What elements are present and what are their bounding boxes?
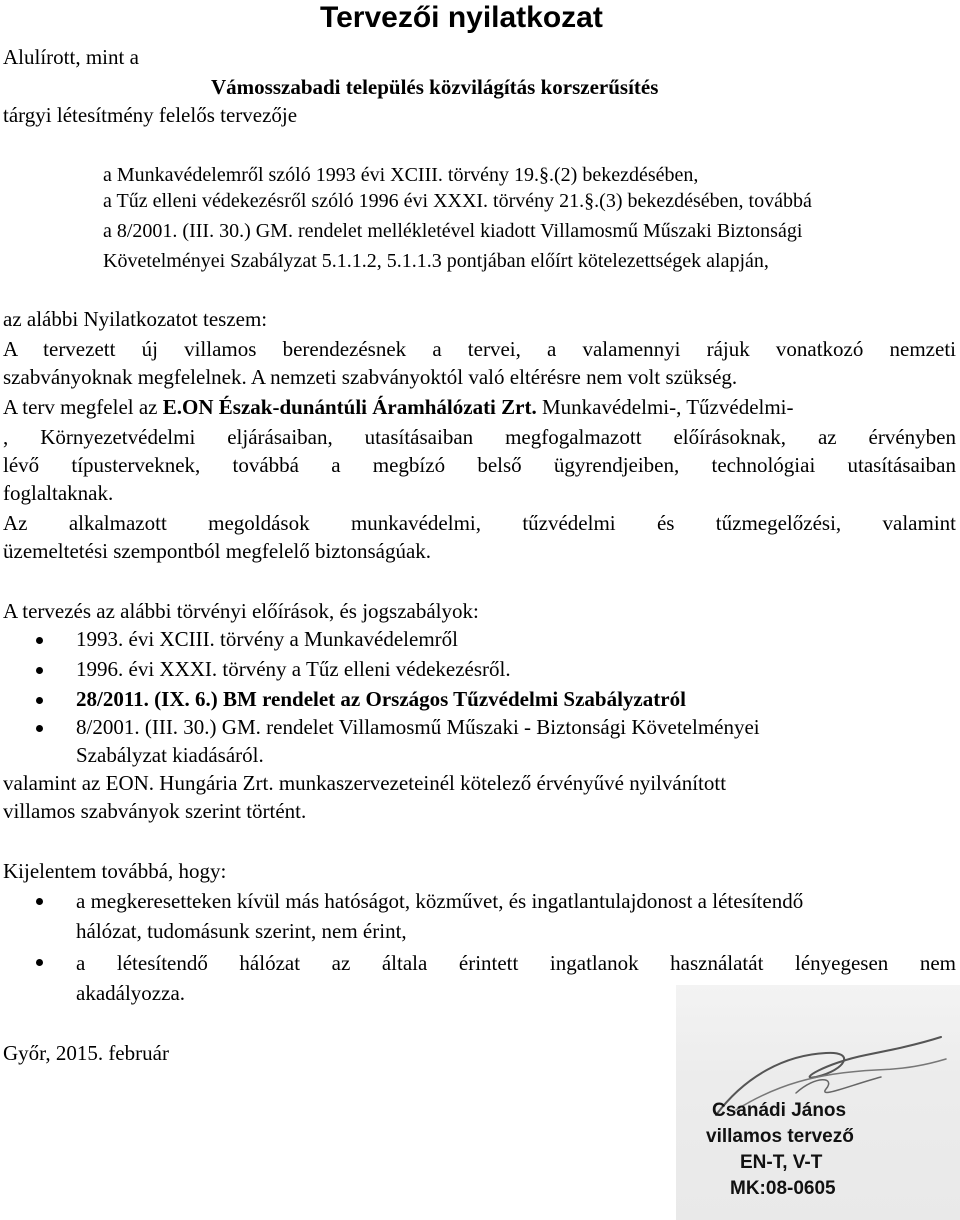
legal-basis-line: a Munkavédelemről szóló 1993 évi XCIII. törvény 19.§.(2) bekezdésében, — [103, 164, 699, 186]
signature-name: Csanádi János — [712, 1100, 847, 1121]
signature-role: villamos tervező — [706, 1126, 854, 1147]
legal-basis-line: Követelményei Szabályzat 5.1.1.2, 5.1.1.3 pontjában előírt kötelezettségek alapján, — [103, 250, 769, 272]
regulation-item: 8/2001. (III. 30.) GM. rendelet Villamosmű Műszaki - Biztonsági Követelményei — [76, 715, 760, 739]
place-date: Győr, 2015. február — [3, 1041, 169, 1065]
declaration-line — [76, 950, 956, 976]
legal-basis-line: a Tűz elleni védekezésről szóló 1996 évi XXXI. törvény 21.§.(3) bekezdésében, továbbá — [103, 190, 812, 212]
intro-line: Alulírott, mint a — [3, 45, 139, 69]
regulation-item-continuation: Szabályzat kiadásáról. — [76, 743, 264, 767]
statement-line: , Környezetvédelmi eljárásaiban, utasításaiban megfogalmazott előírásoknak, az érvényben — [3, 425, 956, 449]
declaration-line: hálózat, tudomásunk szerint, nem érint, — [76, 919, 407, 943]
company-name: E.ON Észak-dunántúli Áramhálózati Zrt. — [162, 395, 537, 419]
declaration-text: a létesítendő hálózat az általa érintett ingatlanok használatát lényegesen nem — [76, 951, 956, 975]
regulation-item: 28/2011. (IX. 6.) BM rendelet az Országos Tűzvédelmi Szabályzatról — [76, 687, 686, 711]
statement-prefix: A terv megfelel az — [3, 395, 163, 419]
legal-basis-line: a 8/2001. (III. 30.) GM. rendelet mellékletével kiadott Villamosmű Műszaki Biztonsági — [103, 220, 803, 242]
declaration-line: a megkeresetteken kívül más hatóságot, közművet, és ingatlantulajdonost a létesítendő — [76, 889, 804, 913]
bullet-icon — [36, 667, 43, 674]
declaration-intro: Kijelentem továbbá, hogy: — [3, 859, 227, 883]
statement-suffix: Munkavédelmi-, Tűzvédelmi- — [536, 395, 794, 419]
signature-license: EN-T, V-T — [740, 1152, 823, 1173]
page-title: Tervezői nyilatkozat — [320, 1, 603, 34]
regulation-item: 1993. évi XCIII. törvény a Munkavédelemről — [76, 627, 458, 651]
bullet-icon — [36, 725, 43, 732]
facility-name: Vámosszabadi település közvilágítás korszerűsítés — [211, 75, 659, 99]
statement-line: üzemeltetési szempontból megfelelő biztonságúak. — [3, 539, 432, 563]
regulation-item: 1996. évi XXXI. törvény a Tűz elleni védekezésről. — [76, 657, 511, 681]
regulations-outro: valamint az EON. Hungária Zrt. munkaszervezeteinél kötelező érvényűvé nyilvánított — [3, 771, 727, 795]
statement-line: A tervezett új villamos berendezésnek a tervei, a valamennyi rájuk vonatkozó nemzeti — [3, 337, 956, 361]
regulations-intro: A tervezés az alábbi törvényi előírások, és jogszabályok: — [3, 599, 479, 623]
declaration-line: akadályozza. — [76, 981, 186, 1005]
regulations-outro: villamos szabványok szerint történt. — [3, 799, 307, 823]
statement-line: foglaltaknak. — [3, 481, 114, 505]
statement-company-line — [3, 394, 794, 420]
signature-mk-number: MK:08-0605 — [730, 1178, 836, 1199]
bullet-icon — [36, 637, 43, 644]
bullet-icon — [36, 697, 43, 704]
bullet-icon — [36, 898, 43, 905]
statement-line: lévő típusterveknek, továbbá a megbízó belső ügyrendjeiben, technológiai utasításaiban — [3, 453, 956, 477]
bullet-icon — [36, 959, 43, 966]
statement-line: szabványoknak megfelelnek. A nemzeti szabványoktól való eltérésre nem volt szükség. — [3, 365, 738, 389]
signature-block — [676, 985, 960, 1220]
statement-line: Az alkalmazott megoldások munkavédelmi, tűzvédelmi és tűzmegelőzési, valamint — [3, 511, 956, 535]
intro-role-line: tárgyi létesítmény felelős tervezője — [3, 103, 298, 127]
statement-intro: az alábbi Nyilatkozatot teszem: — [3, 307, 268, 331]
